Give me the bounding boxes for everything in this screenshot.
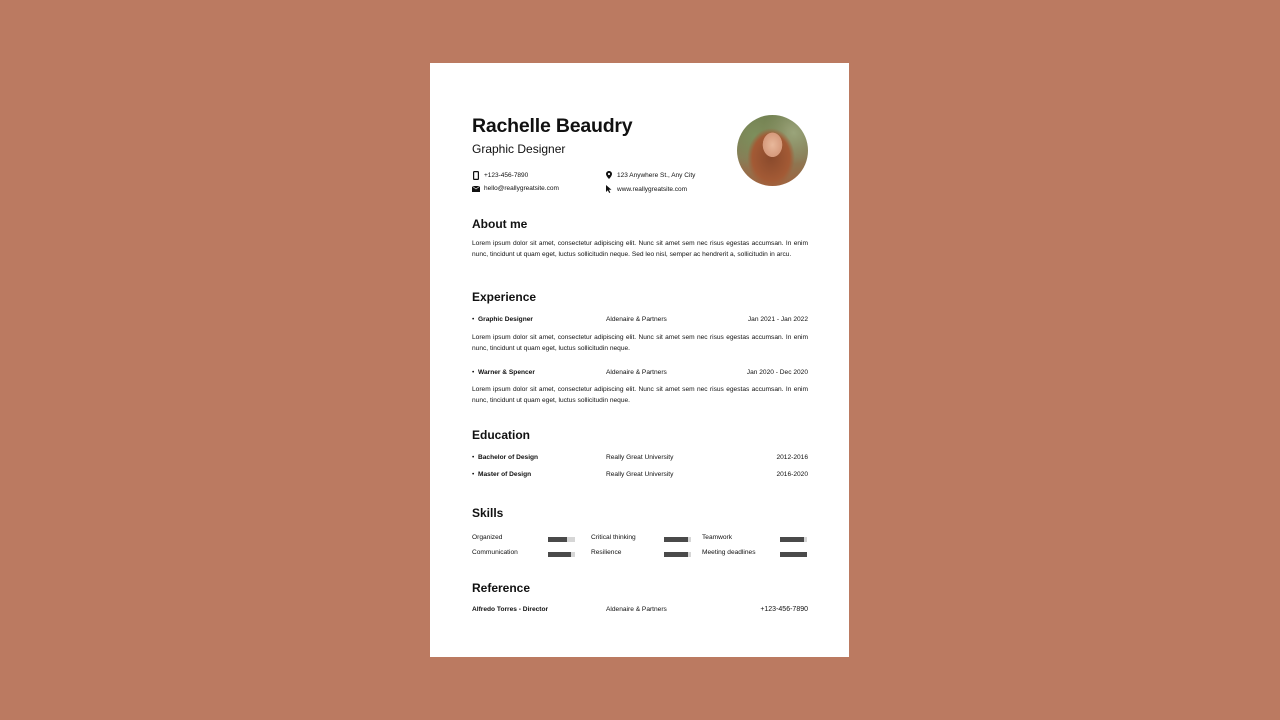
section-title-reference: Reference [472, 581, 531, 595]
section-title-about: About me [472, 217, 528, 231]
map-pin-icon [604, 171, 614, 179]
reference-company: Aldenaire & Partners [606, 606, 667, 613]
website-text: www.reallygreatsite.com [617, 185, 688, 193]
education-school: Really Great University [606, 454, 674, 461]
experience-company: Aldenaire & Partners [606, 316, 667, 323]
reference-name: Alfredo Torres - Director [472, 606, 549, 613]
skill-label: Resilience [591, 549, 622, 556]
experience-row [472, 369, 808, 379]
cursor-icon [604, 185, 614, 193]
section-title-experience: Experience [472, 290, 537, 304]
skill-bar [780, 537, 807, 542]
reference-row [472, 606, 808, 616]
contact-email [471, 185, 559, 192]
experience-role: • Graphic Designer [478, 316, 533, 323]
section-title-skills: Skills [472, 506, 504, 520]
skill-bar-fill [780, 552, 807, 557]
education-years: 2016-2020 [776, 471, 808, 478]
skill-bar-fill [548, 537, 567, 542]
experience-description: Lorem ipsum dolor sit amet, consectetur adipiscing elit. Nunc sit amet sem nec risus egestas accumsan. In enim nunc, tincidunt ut quam eget, luctus sollicitudin neque. [472, 386, 808, 404]
experience-row [472, 316, 808, 326]
email-text: hello@reallygreatsite.com [484, 185, 559, 192]
address-text: 123 Anywhere St., Any City [617, 171, 696, 179]
experience-dates: Jan 2021 - Jan 2022 [747, 316, 808, 323]
education-row [472, 471, 808, 481]
skill-bar [664, 537, 691, 542]
experience-company: Aldenaire & Partners [606, 369, 667, 376]
skill-bar-fill [664, 537, 688, 542]
resume-page [430, 63, 849, 657]
profile-photo [737, 115, 808, 186]
contact-address [604, 171, 695, 179]
education-school: Really Great University [606, 471, 674, 478]
about-text: Lorem ipsum dolor sit amet, consectetur adipiscing elit. Nunc sit amet sem nec risus egestas accumsan. In enim nunc, tincidunt ut quam eget, luctus sollicitudin neque. Sed leo nisl, semper ac hendrerit a, sollicitudin in arcu. [472, 240, 808, 258]
experience-role: • Warner & Spencer [478, 369, 535, 376]
skill-bar-fill [548, 552, 571, 557]
reference-phone: +123-456-7890 [760, 606, 808, 613]
skill-bar [780, 552, 807, 557]
education-degree: • Bachelor of Design [478, 454, 538, 461]
experience-dates: Jan 2020 - Dec 2020 [746, 369, 808, 376]
phone-text: +123-456-7890 [484, 172, 529, 179]
skill-label: Organized [472, 534, 503, 541]
skill-label: Teamwork [702, 534, 733, 541]
experience-description: Lorem ipsum dolor sit amet, consectetur adipiscing elit. Nunc sit amet sem nec risus egestas accumsan. In enim nunc, tincidunt ut quam eget, luctus sollicitudin neque. [472, 334, 808, 352]
person-title: Graphic Designer [472, 142, 566, 156]
skill-label: Critical thinking [591, 534, 636, 541]
education-row [472, 454, 808, 464]
skill-bar [664, 552, 691, 557]
skill-label: Meeting deadlines [702, 549, 756, 556]
section-title-education: Education [472, 428, 531, 442]
skill-bar [548, 552, 575, 557]
skill-bar-fill [664, 552, 688, 557]
contact-phone [471, 171, 528, 180]
envelope-icon [471, 186, 481, 192]
skill-bar-fill [780, 537, 804, 542]
person-name: Rachelle Beaudry [472, 115, 633, 137]
skill-label: Communication [472, 549, 518, 556]
education-degree: • Master of Design [478, 471, 531, 478]
phone-icon [471, 171, 481, 180]
contact-website [604, 185, 687, 193]
skill-bar [548, 537, 575, 542]
education-years: 2012-2016 [776, 454, 808, 461]
